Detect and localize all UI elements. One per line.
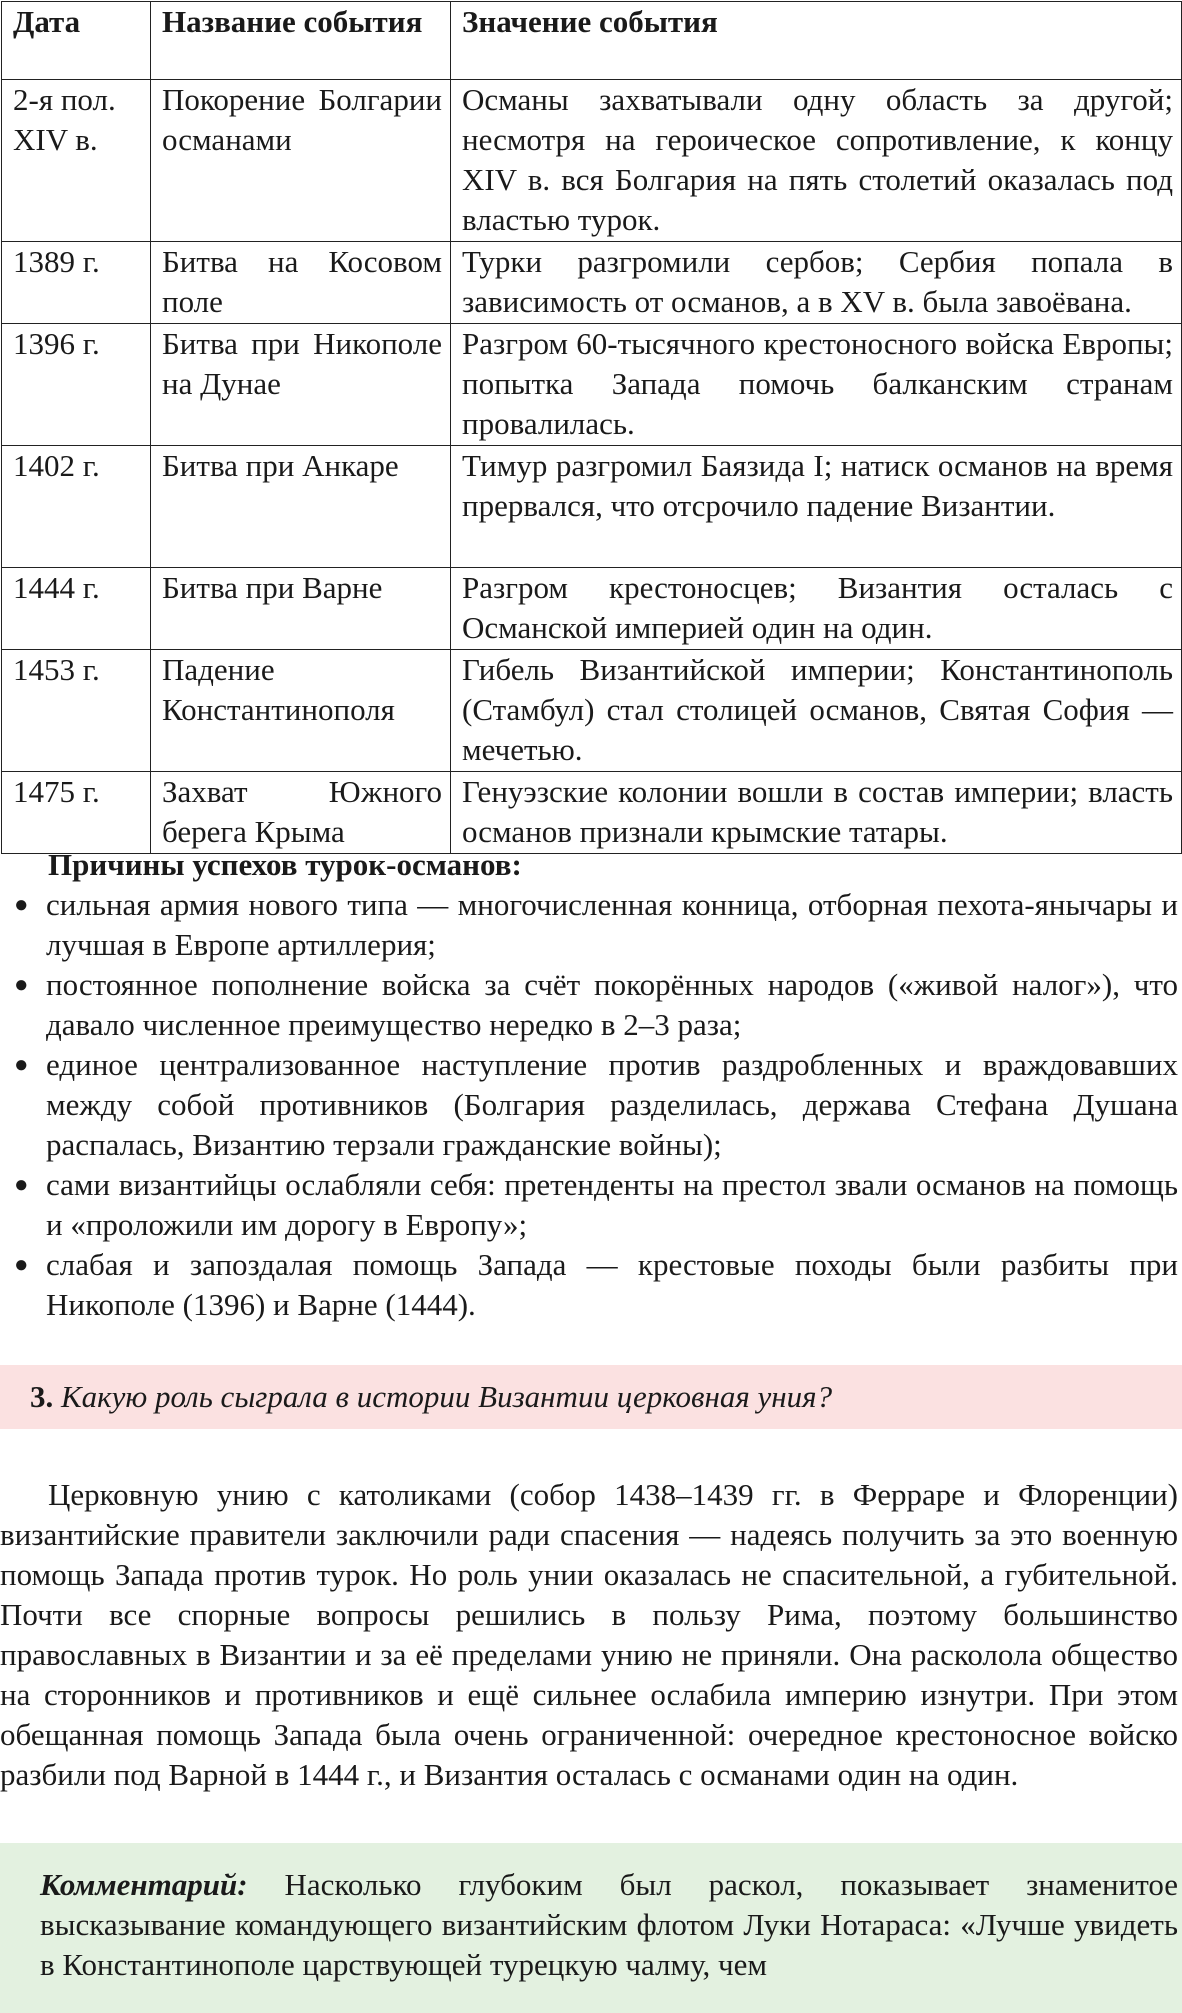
event-name: Покорение Болгарии османами (151, 80, 451, 242)
reason-text: сами византийцы ослабляли себя: претенденты на престол звали османов на помощь и «проложили им дорогу в Европу»; (46, 1167, 1178, 1242)
reasons-title: Причины успехов турок-османов: (48, 847, 522, 882)
event-date: 1402 г. (2, 446, 151, 568)
header-name: Название события (151, 2, 451, 80)
event-name: Битва при Никополе на Дунае (151, 324, 451, 446)
event-significance: Генуэзские колонии вошли в состав империи; власть османов признали крымские татары. (451, 772, 1182, 854)
answer-paragraph: Церковную унию с католиками (собор 1438–1439 гг. в Ферраре и Флоренции) византийские правители заключили ради спасения — надеясь получить за это военную помощь Запада против турок. Но роль унии оказалась не спасительной, а губительной. Почти все спорные вопросы решились в пользу Рима, поэтому большинство православных в Византии и за её пределами унию не приняли. Она расколола общество на сторонников и противников и ещё сильнее ослабила империю изнутри. При этом обещанная помощь Запада была очень ограниченной: очередное крестоносное войско разбили под Варной в 1444 г., и Византия осталась с османами один на один. (0, 1477, 1178, 1792)
bullet-icon: ● (14, 972, 29, 998)
event-date: 2-я пол. XIV в. (2, 80, 151, 242)
table-row (2, 568, 1182, 650)
event-significance: Турки разгромили сербов; Сербия попала в зависимость от османов, а в XV в. была завоёвана. (451, 242, 1182, 324)
question-banner (0, 1365, 1182, 1429)
table-row (2, 650, 1182, 772)
list-item (0, 885, 1178, 965)
bullet-icon: ● (14, 1052, 29, 1078)
event-name: Захват Южного берега Крыма (151, 772, 451, 854)
event-date: 1453 г. (2, 650, 151, 772)
events-table (1, 1, 1182, 854)
bullet-icon: ● (14, 1252, 29, 1278)
reason-text: единое централизованное наступление против раздробленных и враждовавших между собой противников (Болгария разделилась, держава Стефана Душана распалась, Византию терзали гражданские войны); (46, 1047, 1178, 1162)
table-row (2, 446, 1182, 568)
event-name: Битва при Анкаре (151, 446, 451, 568)
table-row (2, 242, 1182, 324)
event-significance: Османы захватывали одну область за другой; несмотря на героическое сопротивление, к концу XIV в. вся Болгария на пять столетий оказалась под властью турок. (451, 80, 1182, 242)
event-significance: Тимур разгромил Баязида I; натиск османов на время прервался, что отсрочило падение Византии. (451, 446, 1182, 568)
reason-text: сильная армия нового типа — многочисленная конница, отборная пехота-янычары и лучшая в Европе артиллерия; (46, 887, 1178, 962)
table-header-row (2, 2, 1182, 80)
header-significance: Значение события (451, 2, 1182, 80)
bullet-icon: ● (14, 892, 29, 918)
list-item (0, 1165, 1178, 1245)
reason-text: постоянное пополнение войска за счёт покорённых народов («живой налог»), что давало численное преимущество нередко в 2–3 раза; (46, 967, 1178, 1042)
list-item (0, 1245, 1178, 1325)
reasons-section (0, 845, 1178, 1325)
comment-label: Комментарий: (40, 1867, 248, 1902)
event-significance: Разгром крестоносцев; Византия осталась с Османской империей один на один. (451, 568, 1182, 650)
list-item (0, 965, 1178, 1045)
event-name: Битва на Косовом поле (151, 242, 451, 324)
reason-text: слабая и запоздалая помощь Запада — крестовые походы были разбиты при Никополе (1396) и Варне (1444). (46, 1247, 1178, 1322)
event-significance: Разгром 60-тысячного крестоносного войска Европы; попытка Запада помочь балканским странам провалилась. (451, 324, 1182, 446)
list-item (0, 1045, 1178, 1165)
event-date: 1475 г. (2, 772, 151, 854)
event-significance: Гибель Византийской империи; Константинополь (Стамбул) стал столицей османов, Святая София — мечетью. (451, 650, 1182, 772)
table-row (2, 324, 1182, 446)
event-name: Битва при Варне (151, 568, 451, 650)
table-row (2, 772, 1182, 854)
reasons-list (0, 885, 1178, 1325)
event-date: 1389 г. (2, 242, 151, 324)
bullet-icon: ● (14, 1172, 29, 1198)
comment-text: Насколько глубоким был раскол, показывает знаменитое высказывание командующего византийским флотом Луки Нотараса: «Лучше увидеть в Константинополе царствующей турецкую чалму, чем (40, 1867, 1178, 1982)
event-date: 1444 г. (2, 568, 151, 650)
table-row (2, 80, 1182, 242)
question-text: Какую роль сыграла в истории Византии церковная уния? (61, 1379, 833, 1414)
comment-paragraph (0, 1843, 1182, 1985)
event-name: Падение Константинополя (151, 650, 451, 772)
comment-box (0, 1843, 1182, 2013)
question-number: 3. (30, 1379, 54, 1414)
event-date: 1396 г. (2, 324, 151, 446)
header-date: Дата (2, 2, 151, 80)
